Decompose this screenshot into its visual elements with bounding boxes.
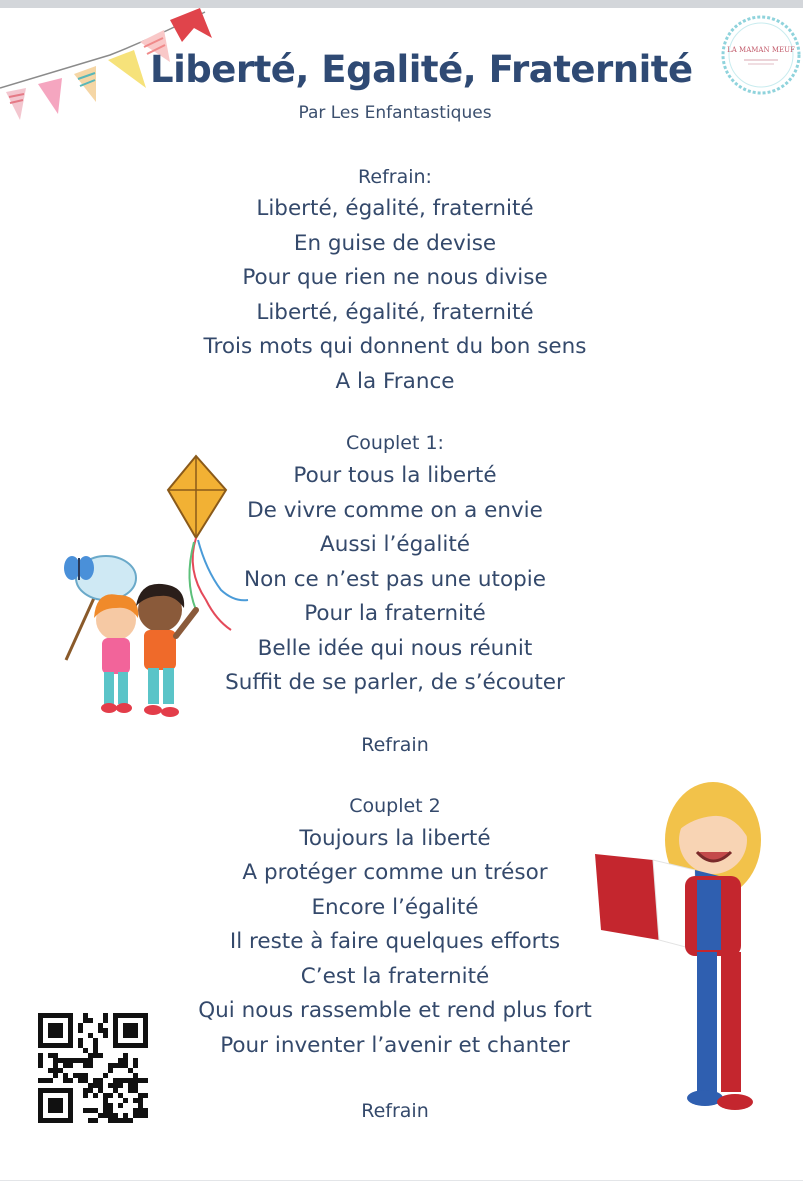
refrain-line-4: Liberté, égalité, fraternité [256,300,534,325]
couplet2-line-6: Qui nous rassemble et rend plus fort [198,998,592,1023]
refrain-line-6: A la France [335,369,455,394]
couplet1-line-2: De vivre comme on a envie [247,498,543,523]
refrain-line-5: Trois mots qui donnent du bon sens [203,334,587,359]
song-author: Par Les Enfantastiques [298,103,492,123]
refrain-marker-2: Refrain [361,1100,429,1122]
qr-code-icon[interactable] [38,1013,148,1123]
couplet1-line-5: Pour la fraternité [304,601,486,626]
bottom-divider [0,1180,803,1181]
brand-logo-icon [720,14,802,96]
song-title: Liberté, Egalité, Fraternité [150,48,693,91]
couplet1-line-7: Suffit de se parler, de s’écouter [225,670,565,695]
couplet2-line-7: Pour inventer l’avenir et chanter [220,1033,570,1058]
refrain-line-3: Pour que rien ne nous divise [242,265,548,290]
couplet2-heading: Couplet 2 [349,795,441,817]
girl-with-flag-illustration-icon [585,780,785,1150]
couplet1-line-1: Pour tous la liberté [293,463,497,488]
couplet2-line-1: Toujours la liberté [299,826,491,851]
refrain-marker-1: Refrain [361,734,429,756]
couplet1-heading: Couplet 1: [346,432,444,454]
couplet1-line-3: Aussi l’égalité [319,532,470,557]
couplet2-line-4: Il reste à faire quelques efforts [229,929,561,954]
refrain-heading: Refrain: [358,166,432,188]
couplet2-line-3: Encore l’égalité [311,895,479,920]
couplet1-line-4: Non ce n’est pas une utopie [244,567,546,592]
couplet1-line-6: Belle idée qui nous réunit [257,636,533,661]
refrain-line-1: Liberté, égalité, fraternité [256,196,534,221]
couplet2-line-5: C’est la fraternité [300,964,490,989]
couplet2-line-2: A protéger comme un trésor [242,860,548,885]
kite-kids-illustration-icon [56,450,256,740]
refrain-line-2: En guise de devise [293,231,497,256]
logo-text-1: LA MAMAN MEUF [727,46,795,54]
